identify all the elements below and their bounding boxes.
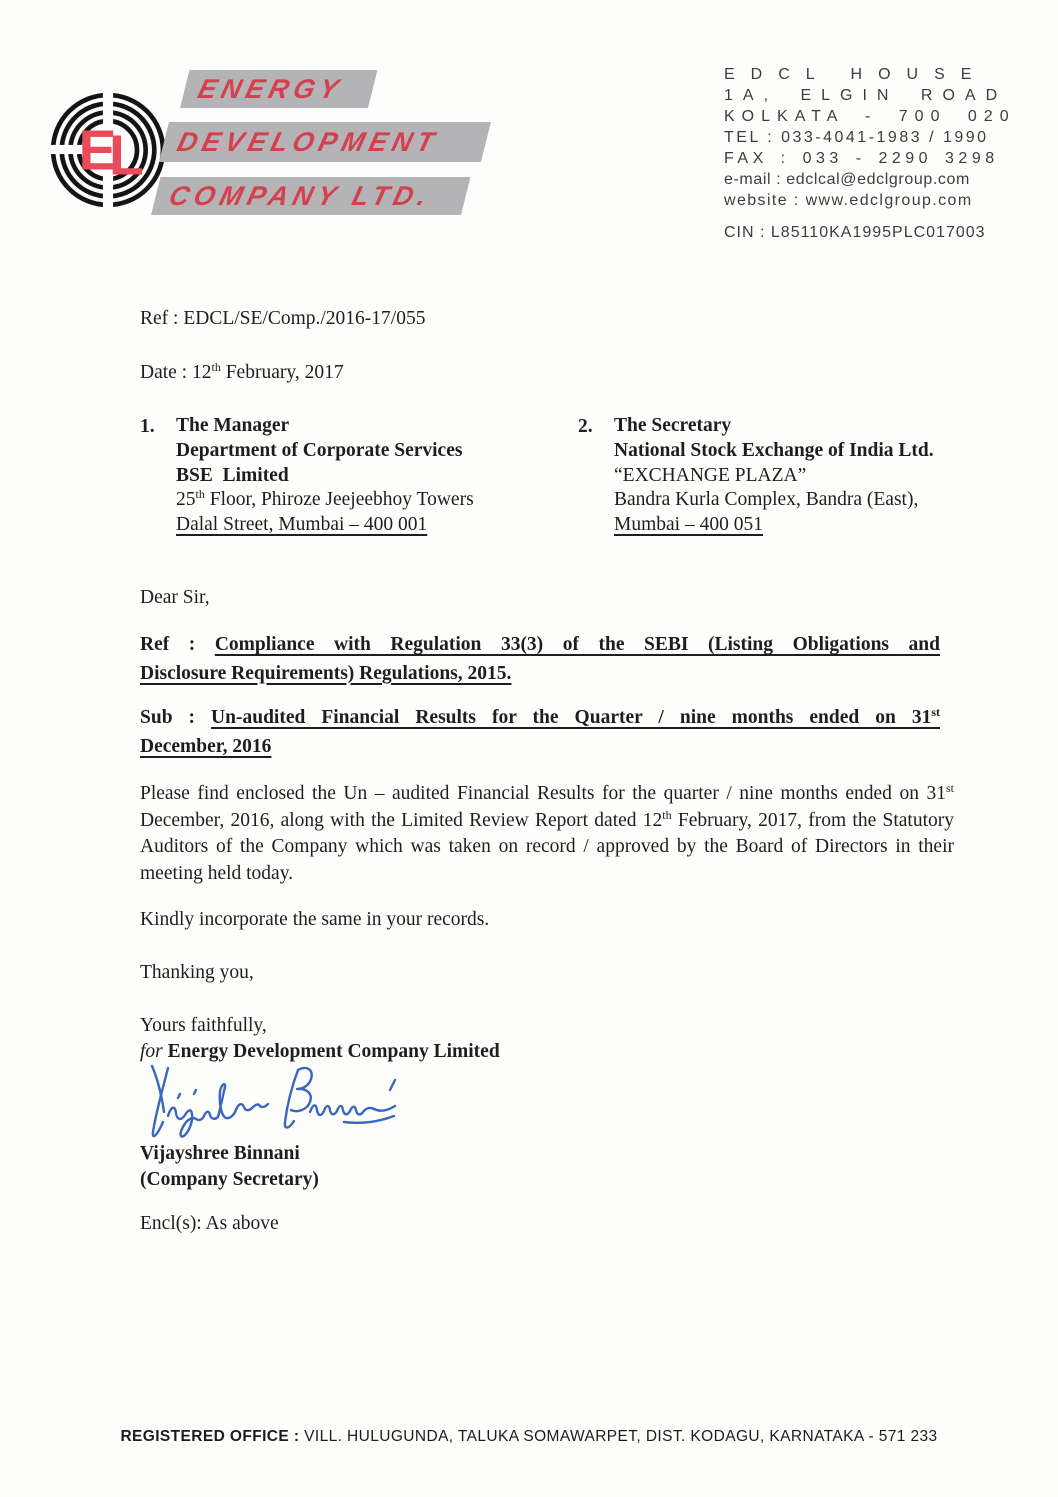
svg-text:L: L <box>109 123 144 188</box>
company-logo <box>150 70 481 215</box>
logo-bar-development <box>159 122 491 162</box>
cin-line: CIN : L85110KA1995PLC017003 <box>724 224 986 241</box>
sub-para-line1 <box>140 704 940 733</box>
logo-text-development: DEVELOPMENT <box>174 126 443 157</box>
logo-text-company-ltd: COMPANY LTD. <box>166 180 435 211</box>
body-superscript: th <box>662 807 672 822</box>
body-superscript: st <box>945 781 954 795</box>
signature-handwriting <box>138 1060 428 1148</box>
recipient-nse <box>578 414 960 538</box>
ref-para-line1 <box>140 631 940 660</box>
recipient-line: Bandra Kurla Complex, Bandra (East), <box>614 489 919 511</box>
date-superscript: th <box>211 360 221 374</box>
footer-label: REGISTERED OFFICE : <box>120 1428 300 1445</box>
fax-line: FAX : 033 - 2290 3298 <box>724 150 999 167</box>
ref-number: Ref : EDCL/SE/Comp./2016-17/055 <box>140 308 426 329</box>
body-text: December, 2016, along with the Limited Review Report dated 12 <box>140 809 663 831</box>
closing-line: Yours faithfully, <box>140 1015 267 1036</box>
ref-subject-para <box>140 631 940 688</box>
signer-title: (Company Secretary) <box>140 1169 319 1190</box>
ref-para-line2 <box>140 660 940 689</box>
sub-subject-para <box>140 704 940 761</box>
svg-text:E: E <box>78 118 117 183</box>
address-line: 1A, ELGIN ROAD <box>724 87 1008 104</box>
ref-para-text: Disclosure Requirements) Regulations, 2015. <box>140 662 512 684</box>
website-line: website : www.edclgroup.com <box>724 192 973 209</box>
sub-text: Un-audited Financial Results for the Quarter / nine months ended on 31 <box>211 707 932 728</box>
recipient-line: Department of Corporate Services <box>176 439 463 461</box>
logo-text-energy: ENERGY <box>195 73 347 104</box>
recipient-superscript: th <box>195 487 205 502</box>
recipient-address <box>614 414 934 538</box>
closing-block <box>140 1013 500 1065</box>
logo-bar-company-ltd <box>151 177 470 215</box>
recipient-line: Mumbai – 400 051 <box>614 514 763 536</box>
thanking-line: Thanking you, <box>140 962 254 983</box>
sub-para-text: December, 2016 <box>140 735 272 757</box>
recipient-line: National Stock Exchange of India Ltd. <box>614 439 934 461</box>
email-line: e-mail : edclcal@edclgroup.com <box>724 171 970 188</box>
recipient-line: The Secretary <box>614 415 732 436</box>
recipient-line: BSE Limited <box>176 464 289 486</box>
registered-office-footer <box>0 1428 1058 1446</box>
recipients <box>140 414 960 538</box>
recipient-line: The Manager <box>176 415 290 436</box>
body-text: Please find enclosed the Un – audited Financial Results for the quarter / nine months ended on 31 <box>140 783 946 804</box>
sub-label: Sub : <box>140 707 212 728</box>
sub-superscript: st <box>931 705 941 719</box>
edcl-emblem-icon <box>50 92 166 208</box>
for-word: for <box>140 1041 163 1062</box>
body-text: February, 2017, from the Statutory Auditors of the Company which was taken on record / approved by the Board of Directors in their meeting held today. <box>140 809 954 884</box>
company-name: Energy Development Company Limited <box>162 1041 500 1062</box>
emblem-letters <box>78 118 143 187</box>
recipient-line <box>176 488 474 513</box>
recipient-line: “EXCHANGE PLAZA” <box>614 464 807 486</box>
recipient-bse <box>140 414 578 538</box>
sub-para-line2 <box>140 733 940 762</box>
kindly-line: Kindly incorporate the same in your records. <box>140 909 490 930</box>
salutation: Dear Sir, <box>140 587 210 608</box>
address-line: KOLKATA - 700 020 <box>724 108 1016 125</box>
recipient-text: Floor, Phiroze Jeejeebhoy Towers <box>204 489 474 511</box>
address-line: EDCL HOUSE <box>724 66 988 83</box>
date-text: February, 2017 <box>220 362 344 383</box>
logo-bar-energy <box>180 70 377 108</box>
recipient-line: Dalal Street, Mumbai – 400 001 <box>176 514 428 536</box>
ref-label: Ref : <box>140 634 215 655</box>
ref-para-text: Compliance with Regulation 33(3) of the SEBI (Listing Obligations and <box>214 634 940 655</box>
recipient-number: 1. <box>140 416 155 437</box>
recipient-number: 2. <box>578 416 593 437</box>
phone-line: TEL : 033-4041-1983 / 1990 <box>724 129 989 146</box>
body-paragraph <box>140 781 954 887</box>
date-text: Date : 12 <box>140 362 212 383</box>
recipient-address <box>176 414 474 538</box>
enclosure-line: Encl(s): As above <box>140 1213 279 1234</box>
date-line <box>140 360 344 386</box>
letterhead-address <box>724 64 1016 243</box>
footer-text: VILL. HULUGUNDA, TALUKA SOMAWARPET, DIST. KODAGU, KARNATAKA - 571 233 <box>299 1428 938 1445</box>
sub-para-text <box>211 707 940 728</box>
recipient-text: 25 <box>176 489 196 511</box>
signer-name: Vijayshree Binnani <box>140 1143 300 1164</box>
